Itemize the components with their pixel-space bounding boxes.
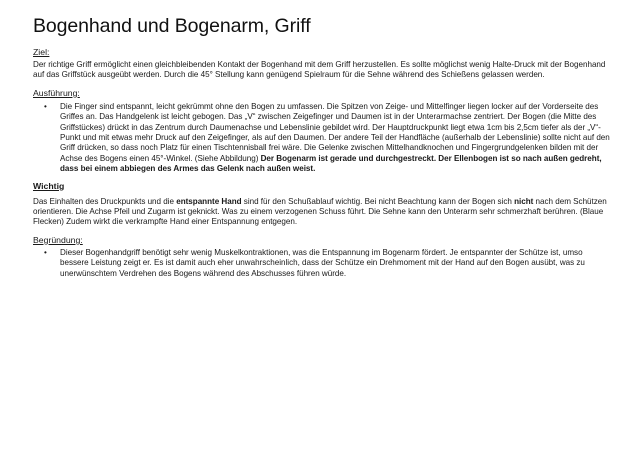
- ziel-paragraph: Der richtige Griff ermöglicht einen gleichbleibenden Kontakt der Bogenhand mit dem Griff herzustellen. Es sollte möglichst wenig Halte-Druck mit der Bogenhand auf das Griffstück ausgeübt werden. Durch die 45° Stellung kann genügend Spielraum für die Sehne während des Schießens gelassen werden.: [33, 60, 606, 80]
- wichtig-heading: Wichtig: [33, 180, 65, 191]
- begruendung-text: Dieser Bogenhandgriff benötigt sehr wenig Muskelkontraktionen, was die Entspannung im Bogenarm fördert. Je entspannter der Schütze ist, umso bessere Leistung zeigt er. Es ist damit auch eher unwahrscheinlich, dass der Schütze ein Drehmoment mit der Hand auf den Bogen ausübt, was zu unerwünschtem Verdrehen des Bogens während des Abschusses führen würde.: [60, 247, 585, 278]
- ausfuehrung-list: [33, 102, 613, 175]
- bullet-icon: •: [44, 247, 47, 257]
- ausfuehrung-heading: Ausführung:: [33, 87, 80, 98]
- ausfuehrung-list-item: [33, 102, 613, 175]
- ziel-heading: Ziel:: [33, 47, 50, 57]
- wichtig-text-1: Das Einhalten des Druckpunkts und die: [33, 196, 177, 206]
- ausfuehrung-text: Die Finger sind entspannt, leicht gekrümmt ohne den Bogen zu umfassen. Die Spitzen von Zeige- und Mittelfinger liegen locker auf der Vorderseite des Griffes an. Das Handgelenk ist leicht gebogen. Das „V“ zwischen Zeigefinger und Daumen ist in der Unterarmachse zentriert. Der Bogen (die Mitte des Griffstückes) drückt in das Zentrum durch Daumenachse und Lebenslinie gebildet wird. Der Hauptdruckpunkt liegt etwa 1cm bis 2,5cm tiefer als der „V“-Punkt und mit etwas mehr Druck auf den Zeigefinger, als auf den Daumen. Der andere Teil der Handfläche (außerhalb der Lebenslinie) sollte nicht auf den Griff drücken, so dass noch Platz für einen Tischtennisball frei wäre. Die Gelenke zwischen Mittelhandknochen und Fingergrundgelenken bilden mit der Achse des Bogens einen 45°-Winkel. (Siehe Abbildung): [60, 101, 610, 163]
- begruendung-heading: Begründung:: [33, 234, 83, 245]
- wichtig-text-3: nach dem Schützen orientieren. Die Achse Pfeil und Zugarm ist geknickt. Was zu einem verzogenen Schuss führt. Die Sehne kann den Unterarm sehr schmerzhaft berühren. (Blaue Flecken) Zudem wirkt die verkrampfte Hand einer Entspannung entgegen.: [33, 196, 607, 227]
- bullet-icon: •: [44, 101, 47, 111]
- wichtig-bold-1: entspannte Hand: [176, 196, 242, 206]
- wichtig-text-2: sind für den Schußablauf wichtig. Bei nicht Beachtung kann der Bogen sich: [241, 196, 515, 206]
- page-title: Bogenhand und Bogenarm, Griff: [33, 15, 311, 37]
- wichtig-bold-2: nicht: [514, 196, 534, 206]
- ausfuehrung-bold-text: Der Bogenarm ist gerade und durchgestreckt. Der Ellenbogen ist so nach außen gedreht, dass bei einem abbiegen des Armes das Gelenk nach außen weist.: [60, 153, 602, 174]
- document-page: [33, 14, 613, 279]
- begruendung-list-item: [33, 248, 613, 279]
- wichtig-paragraph: [33, 197, 613, 228]
- begruendung-list: [33, 248, 613, 279]
